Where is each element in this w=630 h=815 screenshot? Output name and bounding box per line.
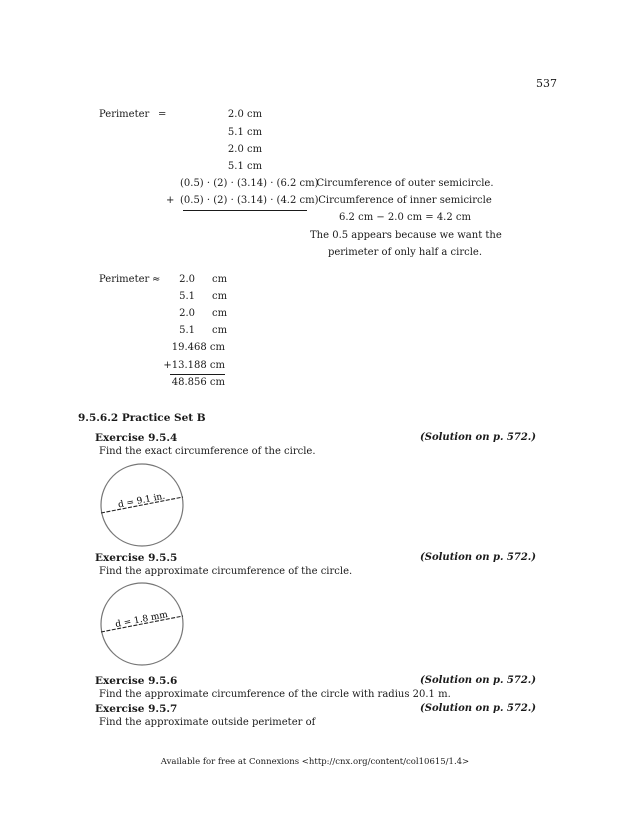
sum-rule	[183, 210, 307, 211]
note-half-2: perimeter of only half a circle.	[327, 247, 483, 258]
exercise-prompt: Find the approximate outside perimeter of	[99, 717, 316, 728]
equals-sign: =	[158, 109, 167, 120]
side-value: 2.0 cm	[227, 144, 263, 155]
row-unit: cm	[212, 291, 228, 302]
solution-link[interactable]: (Solution on p. 572.)	[420, 703, 536, 714]
plus-sign: +	[166, 195, 175, 206]
outer-semicircle-term: (0.5) · (2) · (3.14) · (6.2 cm)	[180, 178, 319, 189]
exercise-title: Exercise 9.5.7	[95, 703, 178, 715]
circle-figure	[93, 582, 193, 666]
sum-row: +13.188 cm	[163, 360, 225, 371]
approx-sign: ≈	[152, 274, 161, 285]
solution-link[interactable]: (Solution on p. 572.)	[420, 432, 536, 443]
diameter-label: d = 9.1 in.	[117, 491, 167, 511]
sum-rule	[170, 374, 225, 375]
total: 48.856 cm	[171, 377, 225, 388]
diameter-label: d = 1.8 mm	[114, 610, 169, 631]
row-unit: cm	[212, 308, 228, 319]
exercise-prompt: Find the exact circumference of the circle.	[99, 446, 316, 457]
exercise-prompt: Find the approximate circumference of the circle.	[99, 566, 353, 577]
note-outer: Circumference of outer semicircle.	[316, 178, 494, 189]
row-number: 2.0	[179, 308, 195, 319]
page-number: 537	[536, 77, 557, 90]
section-title: 9.5.6.2 Practice Set B	[78, 412, 206, 424]
side-value: 5.1 cm	[227, 127, 263, 138]
exercise-title: Exercise 9.5.4	[95, 432, 178, 444]
row-number: 5.1	[179, 325, 195, 336]
row-unit: cm	[212, 325, 228, 336]
note-half-1: The 0.5 appears because we want the	[310, 230, 502, 241]
solution-link[interactable]: (Solution on p. 572.)	[420, 552, 536, 563]
row-number: 2.0	[179, 274, 195, 285]
row-unit: cm	[212, 274, 228, 285]
note-inner: Circumference of inner semicircle	[318, 195, 492, 206]
solution-link[interactable]: (Solution on p. 572.)	[420, 675, 536, 686]
exercise-title: Exercise 9.5.6	[95, 675, 178, 687]
circle-figure	[93, 463, 193, 547]
row-number: 5.1	[179, 291, 195, 302]
footer[interactable]: Available for free at Connexions <http://cnx.org/content/col10615/1.4>	[160, 757, 470, 767]
side-value: 2.0 cm	[227, 109, 263, 120]
note-subtraction: 6.2 cm − 2.0 cm = 4.2 cm	[339, 212, 471, 223]
sum-row: 19.468 cm	[171, 342, 225, 353]
exercise-title: Exercise 9.5.5	[95, 552, 178, 564]
exercise-prompt: Find the approximate circumference of the circle with radius 20.1 m.	[99, 689, 451, 700]
perimeter-label: Perimeter	[99, 274, 150, 285]
inner-semicircle-term: (0.5) · (2) · (3.14) · (4.2 cm)	[180, 195, 319, 206]
perimeter-label: Perimeter	[99, 109, 150, 120]
side-value: 5.1 cm	[227, 161, 263, 172]
